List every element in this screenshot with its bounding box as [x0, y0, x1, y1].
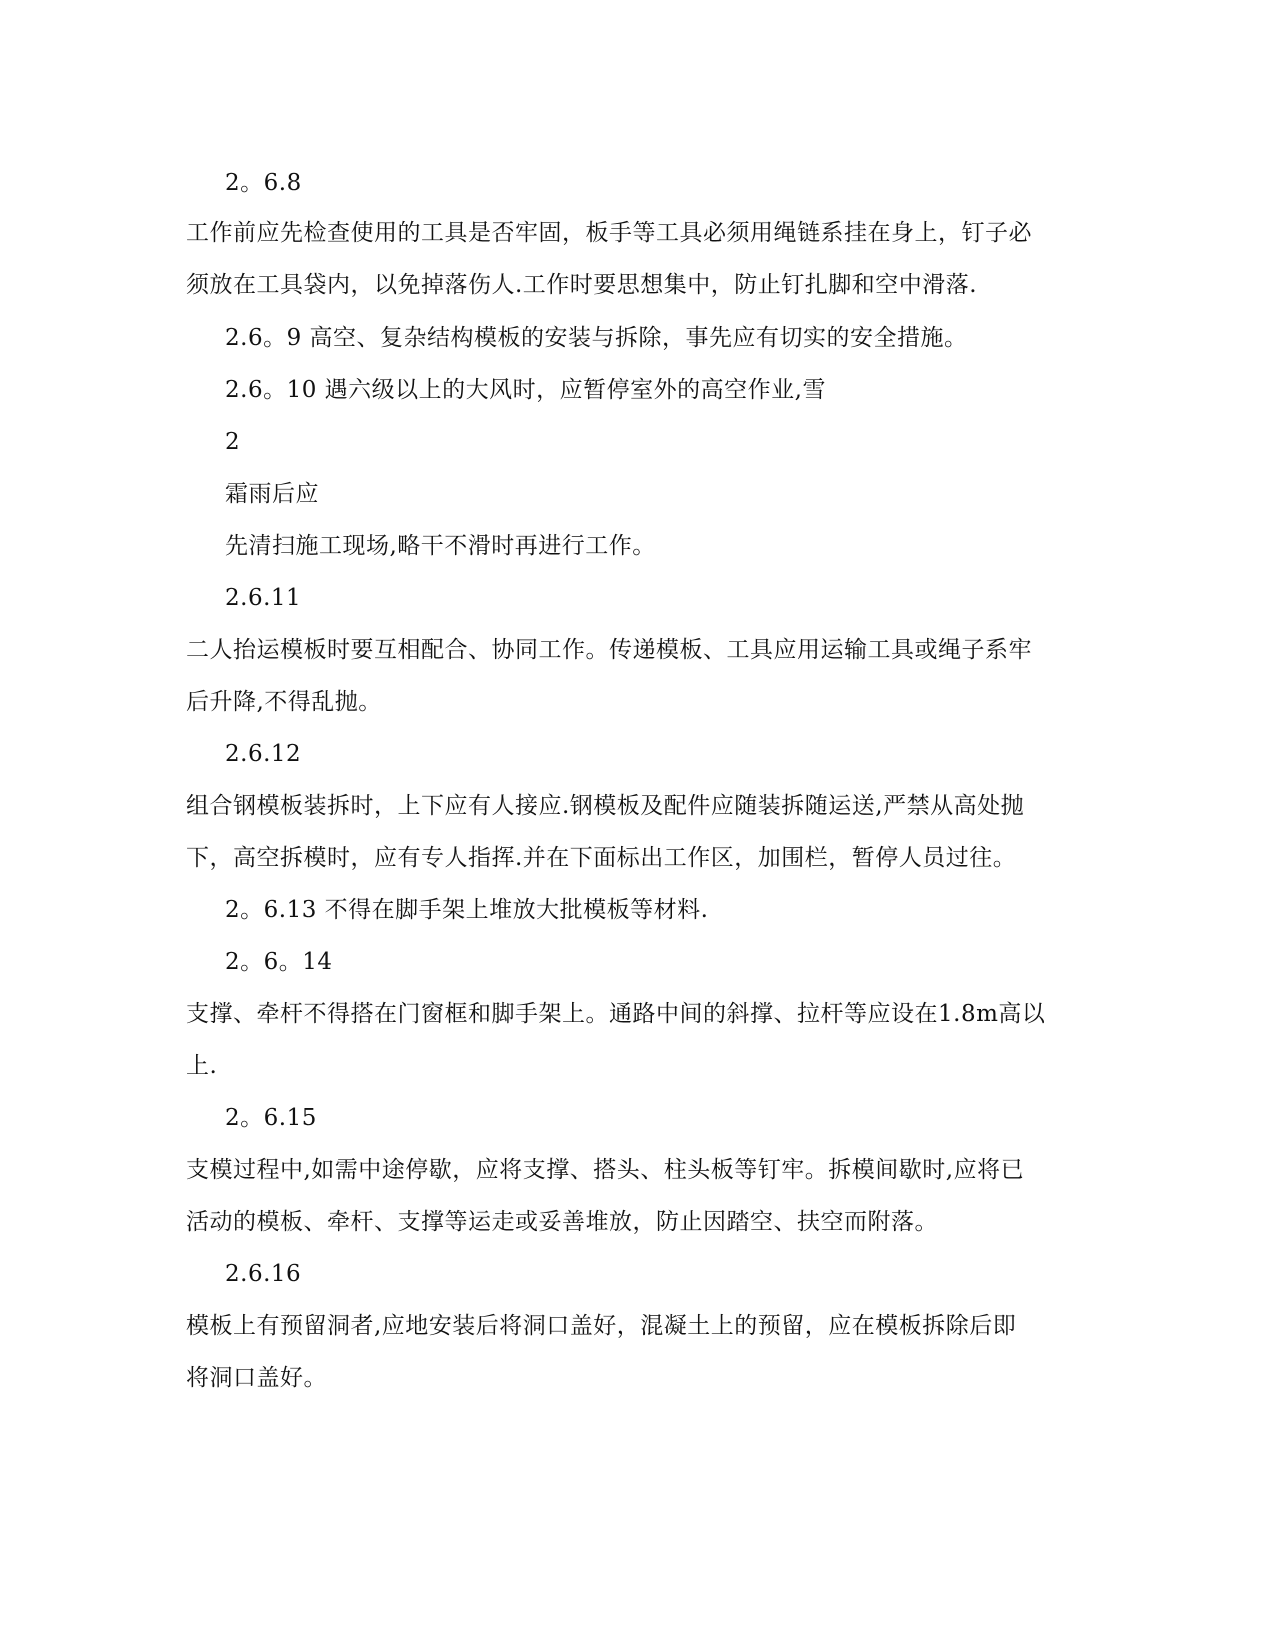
section-number-2-6-8: 2。6.8	[225, 170, 302, 196]
section-number-2-6-16: 2.6.16	[225, 1261, 302, 1287]
paragraph-line: 须放在工具袋内，以免掉落伤人.工作时要思想集中，防止钉扎脚和空中滑落.	[186, 272, 978, 298]
paragraph-line: 先清扫施工现场,略干不滑时再进行工作。	[225, 533, 656, 559]
section-number-2-6-11: 2.6.11	[225, 585, 302, 611]
paragraph-line: 支模过程中,如需中途停歇，应将支撑、搭头、柱头板等钉牢。拆模间歇时,应将已	[186, 1157, 1025, 1183]
paragraph-line: 模板上有预留洞者,应地安装后将洞口盖好，混凝土上的预留，应在模板拆除后即	[186, 1313, 1017, 1339]
paragraph-line: 2。6.13 不得在脚手架上堆放大批模板等材料.	[225, 897, 709, 923]
paragraph-line: 2.6。9 高空、复杂结构模板的安装与拆除，事先应有切实的安全措施。	[225, 325, 968, 351]
paragraph-line: 将洞口盖好。	[186, 1365, 327, 1391]
paragraph-line: 上.	[186, 1053, 218, 1079]
paragraph-line: 支撑、牵杆不得搭在门窗框和脚手架上。通路中间的斜撑、拉杆等应设在1.8m高以	[186, 1001, 1046, 1027]
paragraph-line: 2.6。10 遇六级以上的大风时，应暂停室外的高空作业,雪	[225, 377, 826, 403]
paragraph-line: 后升降,不得乱抛。	[186, 689, 382, 715]
section-number-2-6-14: 2。6。14	[225, 949, 333, 975]
paragraph-line: 霜雨后应	[225, 481, 319, 507]
section-number-2-6-15: 2。6.15	[225, 1105, 317, 1131]
paragraph-line: 下，高空拆模时，应有专人指挥.并在下面标出工作区，加围栏，暂停人员过往。	[186, 845, 1017, 871]
paragraph-line: 二人抬运模板时要互相配合、协同工作。传递模板、工具应用运输工具或绳子系牢	[186, 637, 1032, 663]
section-number-2-6-12: 2.6.12	[225, 741, 302, 767]
page-number: 2	[225, 429, 241, 455]
paragraph-line: 活动的模板、牵杆、支撑等运走或妥善堆放，防止因踏空、扶空而附落。	[186, 1209, 938, 1235]
paragraph-line: 组合钢模板装拆时，上下应有人接应.钢模板及配件应随装拆随运送,严禁从高处抛	[186, 793, 1025, 819]
paragraph-line: 工作前应先检查使用的工具是否牢固，板手等工具必须用绳链系挂在身上，钉子必	[186, 220, 1032, 246]
